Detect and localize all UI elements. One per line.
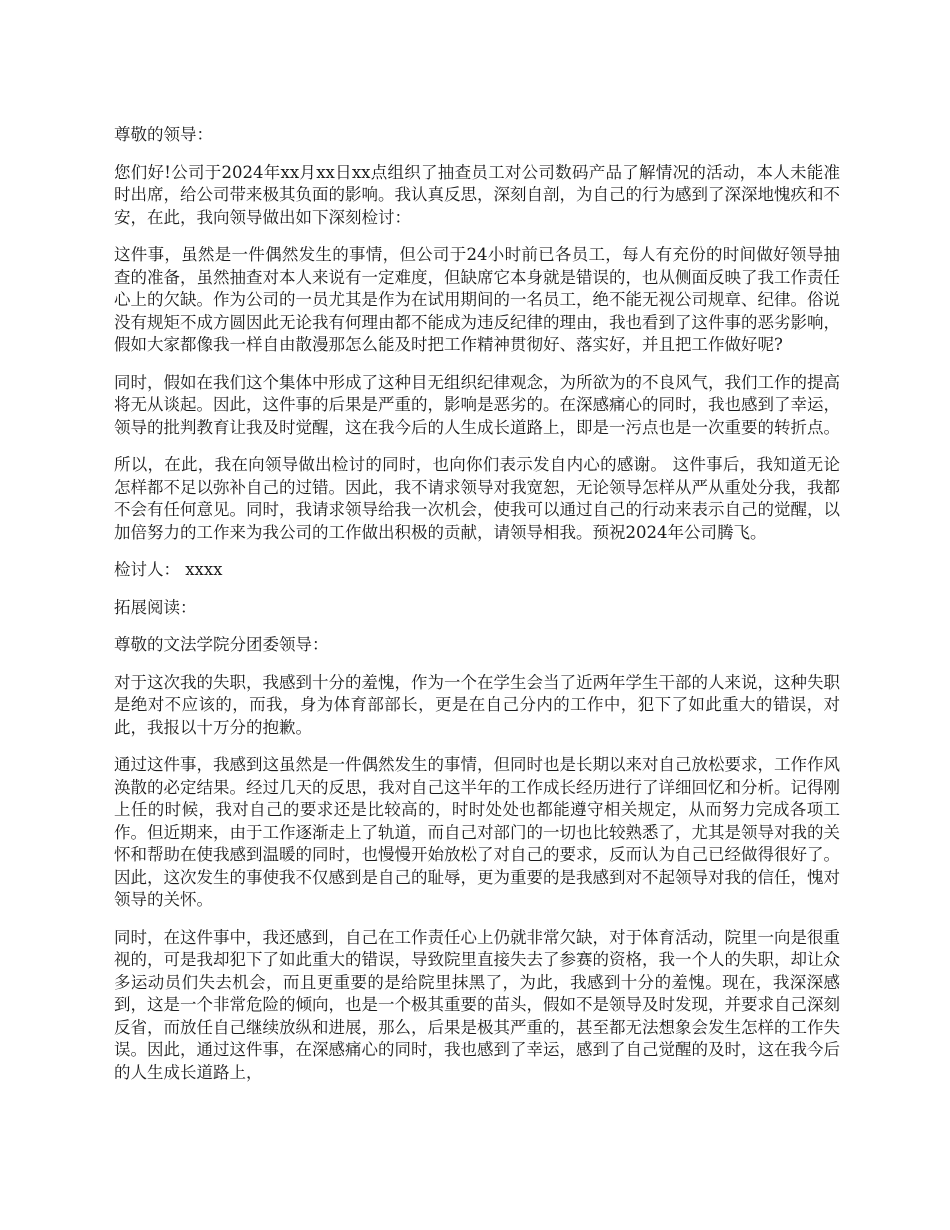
paragraph-reflection: 这件事，虽然是一件偶然发生的事情，但公司于24小时前已各员工，每人有充份的时间做好领导抽查的准备，虽然抽查对本人来说有一定难度，但缺席它本身就是错误的，也从侧面反映了我工作责任心上的欠缺。作为公司的一员尤其是作为在试用期间的一名员工，绝不能无视公司规章、纪律。俗说没有规矩不成方圆因此无论我有何理由都不能成为违反纪律的理由，我也看到了这件事的恶劣影响，假如大家都像我一样自由散漫那怎么能及时把工作精神贯彻好、落实好，并且把工作做好呢?: [114, 245, 840, 354]
document-body: [114, 124, 840, 1099]
paragraph-analysis: 通过这件事，我感到这虽然是一件偶然发生的事情，但同时也是长期以来对自己放松要求，工作作风涣散的必定结果。经过几天的反思，我对自己这半年的工作成长经历进行了详细回忆和分析。记得刚上任的时候，我对自己的要求还是比较高的，时时处处也都能遵守相关规定，从而努力完成各项工作。但近期来，由于工作逐渐走上了轨道，而自己对部门的一切也比较熟悉了，尤其是领导对我的关怀和帮助在使我感到温暖的同时，也慢慢开始放松了对自己的要求，反而认为自己已经做得很好了。因此，这次发生的事使我不仅感到是自己的耻辱，更为重要的是我感到对不起领导对我的信任，愧对领导的关怀。: [114, 755, 840, 909]
paragraph-thanks: 所以，在此，我在向领导做出检讨的同时，也向你们表示发自内心的感谢。 这件事后，我知道无论怎样都不足以弥补自己的过错。因此，我不请求领导对我宽恕，无论领导怎样从严从重处分我，我都不会有任何意见。同时，我请求领导给我一次机会，使我可以通过自己的行动来表示自己的觉醒，以加倍努力的工作来为我公司的工作做出积极的贡献，请领导相我。预祝2024年公司腾飞。: [114, 455, 840, 542]
extended-reading-heading: 拓展阅读：: [114, 597, 197, 617]
paragraph-apology: 对于这次我的失职，我感到十分的羞愧，作为一个在学生会当了近两年学生干部的人来说，这种失职是绝对不应该的，而我，身为体育部部长，更是在自己分内的工作中，犯下了如此重大的错误，对此，我报以十万分的抱歉。: [114, 672, 840, 737]
paragraph-consequence: 同时，假如在我们这个集体中形成了这种目无组织纪律观念，为所欲为的不良风气，我们工作的提高将无从谈起。因此，这件事的后果是严重的，影响是恶劣的。在深感痛心的同时，我也感到了幸运，领导的批判教育让我及时觉醒，这在我今后的人生成长道路上，即是一污点也是一次重要的转折点。: [114, 372, 840, 437]
paragraph-intro: 您们好!公司于2024年xx月xx日xx点组织了抽查员工对公司数码产品了解情况的活动，本人未能准时出席，给公司带来极其负面的影响。我认真反思，深刻自剖，为自己的行为感到了深深地愧疚和不安，在此，我向领导做出如下深刻检讨：: [114, 162, 840, 227]
second-salutation: 尊敬的文法学院分团委领导：: [114, 635, 329, 654]
salutation: 尊敬的领导：: [114, 125, 213, 144]
paragraph-responsibility: 同时，在这件事中，我还感到，自己在工作责任心上仍就非常欠缺，对于体育活动，院里一向是很重视的，可是我却犯下了如此重大的错误，导致院里直接失去了参赛的资格，我一个人的失职，却让众多运动员们失去机会，而且更重要的是给院里抹黑了，为此，我感到十分的羞愧。现在，我深深感到，这是一个非常危险的倾向，也是一个极其重要的苗头，假如不是领导及时发现，并要求自己深刻反省，而放任自己继续放纵和进展，那么，后果是极其严重的，甚至都无法想象会发生怎样的工作失误。因此，通过这件事，在深感痛心的同时，我也感到了幸运，感到了自己觉醒的及时，这在我今后的人生成长道路上，: [114, 927, 840, 1082]
signature-line: 检讨人： xxxx: [114, 560, 223, 579]
